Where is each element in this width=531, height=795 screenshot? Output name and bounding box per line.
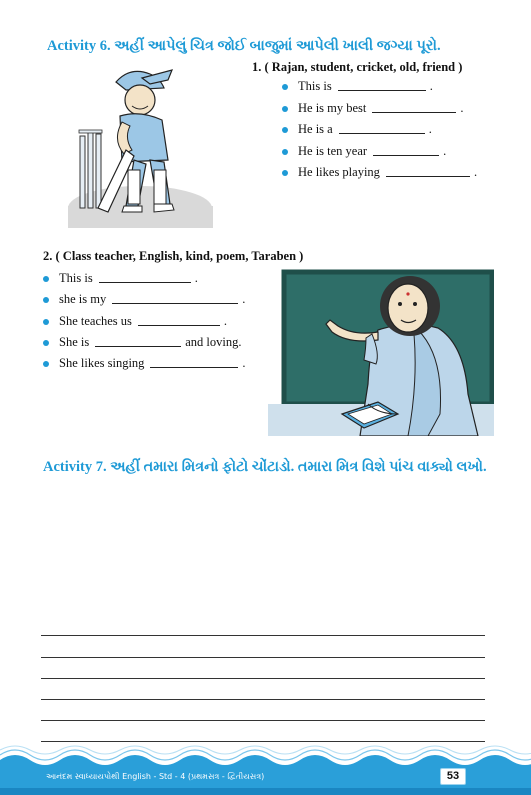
bullet-icon [43,361,49,367]
answer-blank[interactable] [386,175,470,177]
bullet-icon [282,84,288,90]
bullet-icon [282,149,288,155]
q2-item-2 [43,292,245,307]
q1-item-2 [282,101,464,116]
bullet-icon [43,276,49,282]
writing-line[interactable] [41,741,485,742]
footer-book-title: આનંદમ સ્વાધ્યાયપોથી English - Std - 4 (પ્રથમસત્ર - દ્વિતીયસત્ર) [46,772,265,781]
bullet-icon [282,170,288,176]
q2-item-5 [43,356,246,371]
q2-item-3 [43,314,227,329]
q2-item-end: . [223,314,228,328]
cricket-player-illustration [68,66,213,228]
q1-item-end: . [429,79,433,93]
q1-item-end: . [428,122,432,136]
q2-item-text: she is my [59,292,107,306]
teacher-illustration [268,264,494,436]
answer-blank[interactable] [373,154,439,156]
writing-line[interactable] [41,657,485,658]
answer-blank[interactable] [99,281,191,283]
q1-item-3 [282,122,432,137]
q1-item-4 [282,144,446,159]
q1-item-end: . [443,144,447,158]
question-2-heading: 2. ( Class teacher, English, kind, poem, Taraben ) [43,249,304,263]
answer-blank[interactable] [112,302,238,304]
answer-blank[interactable] [150,366,238,368]
q2-item-text: She is [59,335,90,349]
q2-item-1 [43,271,198,286]
activity-7-title: Activity 7. અહીં તમારા મિત્રનો ફોટો ચોંટાડો. તમારા મિત્ર વિશે પાંચ વાક્યો લખો. [43,459,487,475]
q1-item-end: . [473,165,478,179]
activity-6-title: Activity 6. અહીં આપેલું ચિત્ર જોઈ બાજુમાં આપેલી ખાલી જગ્યા પૂરો. [47,38,441,54]
question-1-heading: 1. ( Rajan, student, cricket, old, friend ) [252,60,463,74]
q2-item-text: This is [59,271,93,285]
answer-blank[interactable] [339,132,425,134]
q1-item-text: He likes playing [298,165,380,179]
q2-item-4 [43,335,241,350]
q2-item-end: . [194,271,198,285]
q1-item-5 [282,165,477,180]
writing-line[interactable] [41,699,485,700]
q1-item-text: This is [298,79,332,93]
bullet-icon [43,297,49,303]
q2-item-end: and loving. [185,335,242,349]
q2-item-text: She teaches us [59,314,132,328]
bullet-icon [43,319,49,325]
q1-item-1 [282,79,433,94]
q2-item-end: . [242,292,246,306]
bullet-icon [43,340,49,346]
answer-blank[interactable] [138,324,220,326]
answer-blank[interactable] [95,345,181,347]
writing-line[interactable] [41,678,485,679]
page-number: 53 [440,768,466,785]
answer-blank[interactable] [338,89,426,91]
q1-item-end: . [460,101,464,115]
writing-line[interactable] [41,720,485,721]
q2-item-end: . [242,356,246,370]
q1-item-text: He is ten year [298,144,368,158]
bullet-icon [282,106,288,112]
writing-line[interactable] [41,635,485,636]
q1-item-text: He is my best [298,101,367,115]
q1-item-text: He is a [298,122,333,136]
q2-item-text: She likes singing [59,356,145,370]
bullet-icon [282,127,288,133]
answer-blank[interactable] [372,111,456,113]
